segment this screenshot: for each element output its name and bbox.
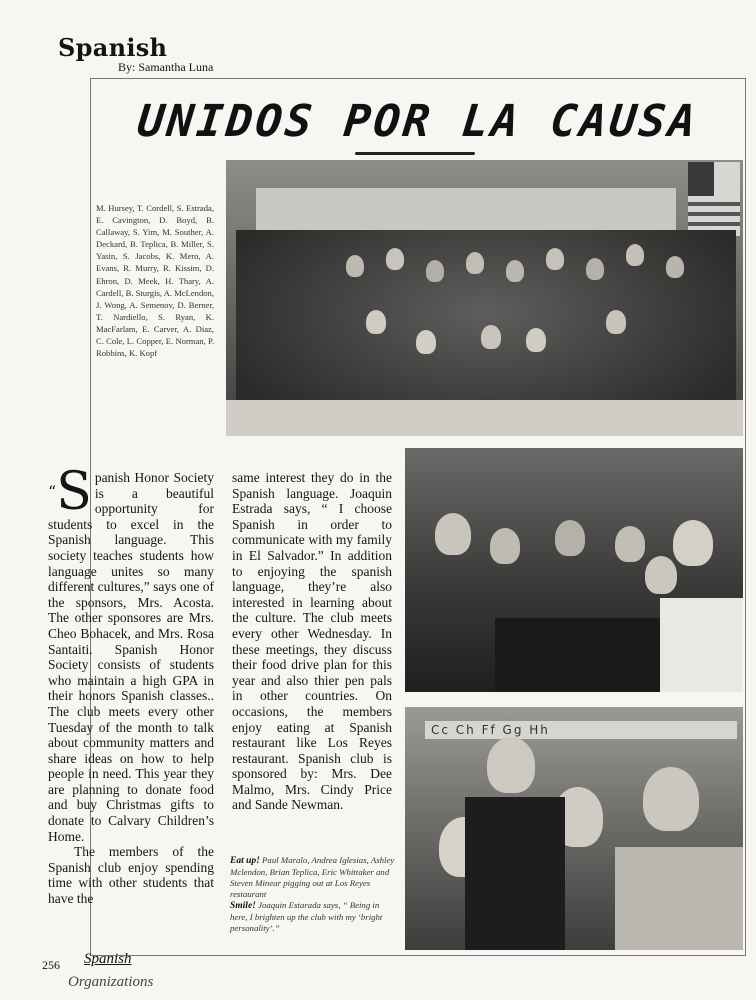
- photo-captions: [230, 855, 395, 934]
- article-paragraph: “S panish Honor Society is a beautiful opportunity for students to excel in the Spanish language. This society teaches students how language unites so many different cultures,” says one of the sponsors, Mrs. Acosta. The other sponsores are Mrs. Cheo Bohacek, and Mrs. Rosa Santaiti. Spanish Honor Society consists of students who maintain a high GPA in their honors Spanish classes.. The club meets every other Tuesday of the month to talk about community matters and share ideas on how to help people in need. This year they are planning to donate food and buy Christmas gifts to donate to Calvary Children’s Home.: [48, 462, 214, 844]
- white-shirt: [660, 598, 743, 692]
- banner-headline: UNIDOS POR LA CAUSA: [134, 96, 701, 147]
- caption-eat-up: Eat up! Paul Maralo, Andrea Iglesias, Ashley Mclendon, Brian Teplica, Eric Whittaker and Steven Minear pigging out at Los Reyes restaurant: [230, 855, 395, 899]
- footer-category: Organizations: [68, 974, 154, 990]
- footer-section: Spanish: [84, 951, 132, 967]
- byline: By: Samantha Luna: [118, 60, 214, 74]
- article-column-left: [48, 462, 214, 907]
- group-photo: [226, 160, 743, 436]
- flag-image: [688, 162, 740, 236]
- article-paragraph: same interest they do in the Spanish language. Joaquin Estrada says, “ I choose Spanish in order to communicate with my family in El Salvador.” In addition to enjoying the spanish language, they’re also interested in learning about the culture. The club meets every other Wednesday. In these meetings, they discuss their food drive plan for this year and also thier pen pals in other countries. On occasions, the members enjoy eating at Spanish restaurant like Los Reyes restaurant. Spanish club is sponsored by: Mrs. Dee Malmo, Mrs. Cindy Price and Sande Newman.: [232, 470, 392, 813]
- light-blouse: [615, 847, 743, 950]
- dark-shirt: [465, 797, 565, 950]
- page-number: 256: [42, 958, 60, 972]
- desk: [226, 400, 743, 436]
- section-title: Spanish: [58, 33, 168, 62]
- restaurant-photo: [405, 448, 743, 692]
- smile-photo: [405, 707, 743, 950]
- drop-cap: “S: [48, 462, 92, 522]
- article-column-right: [232, 470, 392, 813]
- article-paragraph: The members of the Spanish club enjoy spending time with other students that have the: [48, 844, 214, 907]
- alphabet-strip: Cc Ch Ff Gg Hh: [425, 721, 737, 739]
- group-photo-names: M. Hursey, T. Cordell, S. Estrada, E. Cavington, D. Boyd, B. Callaway, S. Yim, M. Souther, A. Deckard, B. Teplica, B. Miller, S. Yasin, S. Jacobs, K. Mero, A. Evans, R. Murry, R. Kissim, D. Ehron, D. Meek, H. Thary, A. Cardell, B. Sturgis, A. McLendon, J. Wong, A. Semenov, D. Berner, T. Nardiello, S. Ryan, K. MacFarlam, E. Carver, A. Diaz, C. Cole, L. Copper, E. Norman, P. Robbins, K. Kopf: [96, 203, 214, 359]
- banner-underline: [355, 152, 475, 155]
- caption-smile: Smile! Joaquin Estarada says, “ Being in here, I brighten up the club with my ‘bright personality’.”: [230, 900, 383, 933]
